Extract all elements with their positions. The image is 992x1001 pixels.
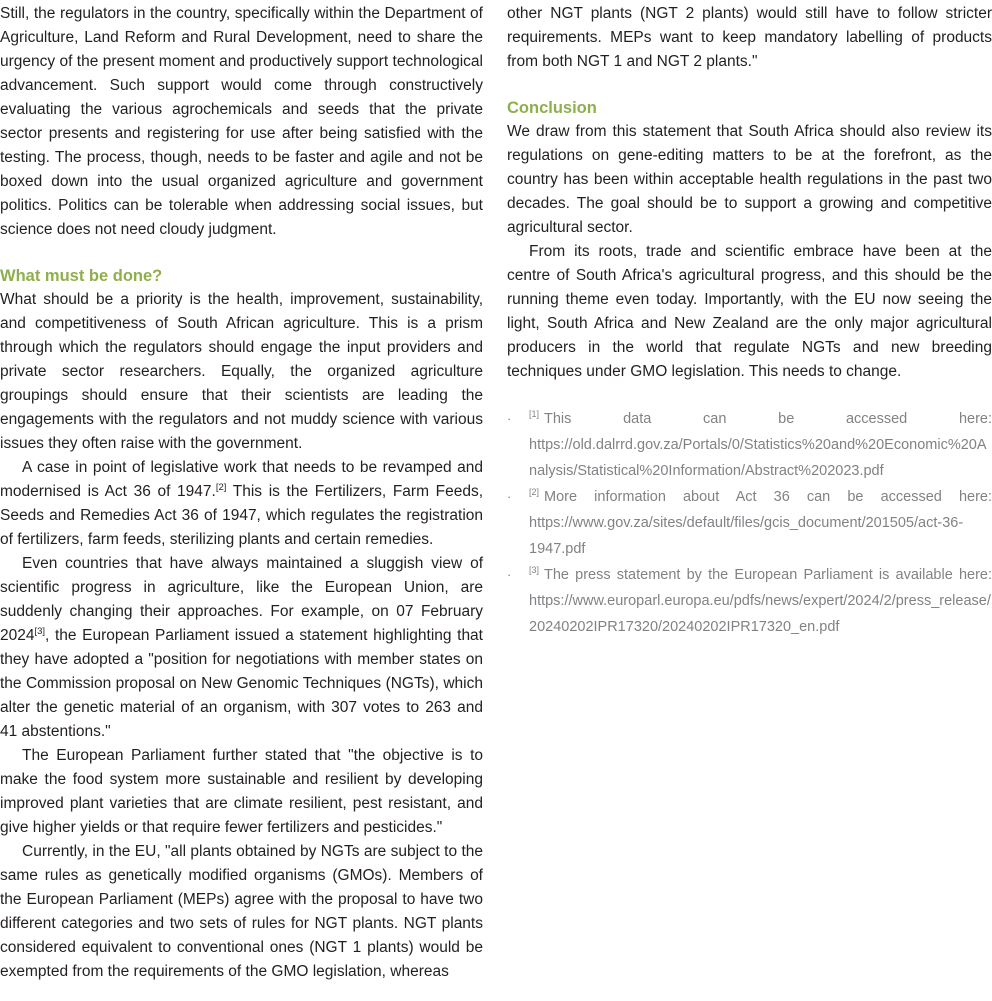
paragraph-text: , the European Parliament issued a statement highlighting that they have adopted a "position for negotiations with member states on the Commission proposal on New Genomic Techniques (NGTs), which alter the genetic material of an organism, with 307 votes to 263 and 41 abstentions." [0,627,483,740]
bullet-icon: · [507,489,512,504]
section-heading-what-must-be-done: What must be done? [0,267,163,285]
paragraph: From its roots, trade and scientific embrace have been at the centre of South Africa's agricultural progress, and this should be the running theme even today. Importantly, with the EU now seeing the light, South Africa and New Zealand are the only major agricultural producers in the world that regulate NGTs and new breeding techniques under GMO legislation. This needs to change. [507,243,992,380]
footnote-item [507,484,992,562]
section-heading-conclusion: Conclusion [507,99,597,117]
footnote-ref: [3] [34,626,46,637]
right-column [507,2,992,984]
footnote-marker: [1] [529,409,540,419]
footnote-body [529,562,992,640]
footnotes-list [507,406,992,640]
footnote-marker: [3] [529,565,540,575]
paragraph: Currently, in the EU, "all plants obtained by NGTs are subject to the same rules as genetically modified organisms (GMOs). Members of the European Parliament (MEPs) agree with the proposal to have two different categories and two sets of rules for NGT plants. NGT plants considered equivalent to conventional ones (NGT 1 plants) would be exempted from the requirements of the GMO legislation, whereas [0,843,483,980]
left-column [0,2,483,984]
paragraph [0,552,483,744]
footnote-ref: [2] [215,482,227,493]
paragraph: The European Parliament further stated that "the objective is to make the food system more sustainable and resilient by developing improved plant varieties that are climate resilient, pest resistant, and give higher yields or that require fewer fertilizers and pesticides." [0,747,483,836]
paragraph: other NGT plants (NGT 2 plants) would still have to follow stricter requirements. MEPs want to keep mandatory labelling of products from both NGT 1 and NGT 2 plants." [507,5,992,70]
footnote-body [529,484,992,562]
bullet-icon: · [507,567,512,582]
footnote-body [529,406,992,484]
footnote-text: This data can be accessed here: https://old.dalrrd.gov.za/Portals/0/Statistics%20and%20Economic%20Analysis/Statistical%20Information/Abstract%202023.pdf [529,411,992,479]
footnote-text: More information about Act 36 can be accessed here: https://www.gov.za/sites/default/files/gcis_document/201505/act-36-1947.pdf [529,489,992,557]
footnote-item [507,406,992,484]
footnote-text: The press statement by the European Parliament is available here: https://www.europarl.europa.eu/pdfs/news/expert/2024/2/press_release/20240202IPR17320/20240202IPR17320_en.pdf [529,567,992,635]
footnote-marker: [2] [529,487,540,497]
footnote-item [507,562,992,640]
paragraph [0,456,483,552]
paragraph: We draw from this statement that South Africa should also review its regulations on gene-editing matters to be at the forefront, as the country has been within acceptable health regulations in the past two decades. The goal should be to support a growing and competitive agricultural sector. [507,123,992,236]
paragraph-text: Even countries that have always maintained a sluggish view of scientific progress in agriculture, like the European Union, are suddenly changing their approaches. For example, on 07 February 2024 [0,555,483,644]
paragraph-text: This is the Fertilizers, Farm Feeds, Seeds and Remedies Act 36 of 1947, which regulates the registration of fertilizers, farm feeds, sterilizing plants and certain remedies. [0,483,483,548]
paragraph: What should be a priority is the health, improvement, sustainability, and competitiveness of South African agriculture. This is a prism through which the regulators should engage the input providers and private sector researchers. Equally, the organized agriculture groupings should ensure that their scientists are leading the engagements with the regulators and not muddy science with various issues they often raise with the government. [0,291,483,452]
paragraph-text: A case in point of legislative work that needs to be revamped and modernised is Act 36 of 1947. [0,459,483,500]
bullet-icon: · [507,411,512,426]
paragraph: Still, the regulators in the country, specifically within the Department of Agriculture, Land Reform and Rural Development, need to share the urgency of the present moment and productively support technological advancement. Such support would come through constructively evaluating the various agrochemicals and seeds that the private sector presents and registering for use after being satisfied with the testing. The process, though, needs to be faster and agile and not be boxed down into the usual organized agriculture and government politics. Politics can be tolerable when addressing social issues, but science does not need cloudy judgment. [0,5,483,238]
